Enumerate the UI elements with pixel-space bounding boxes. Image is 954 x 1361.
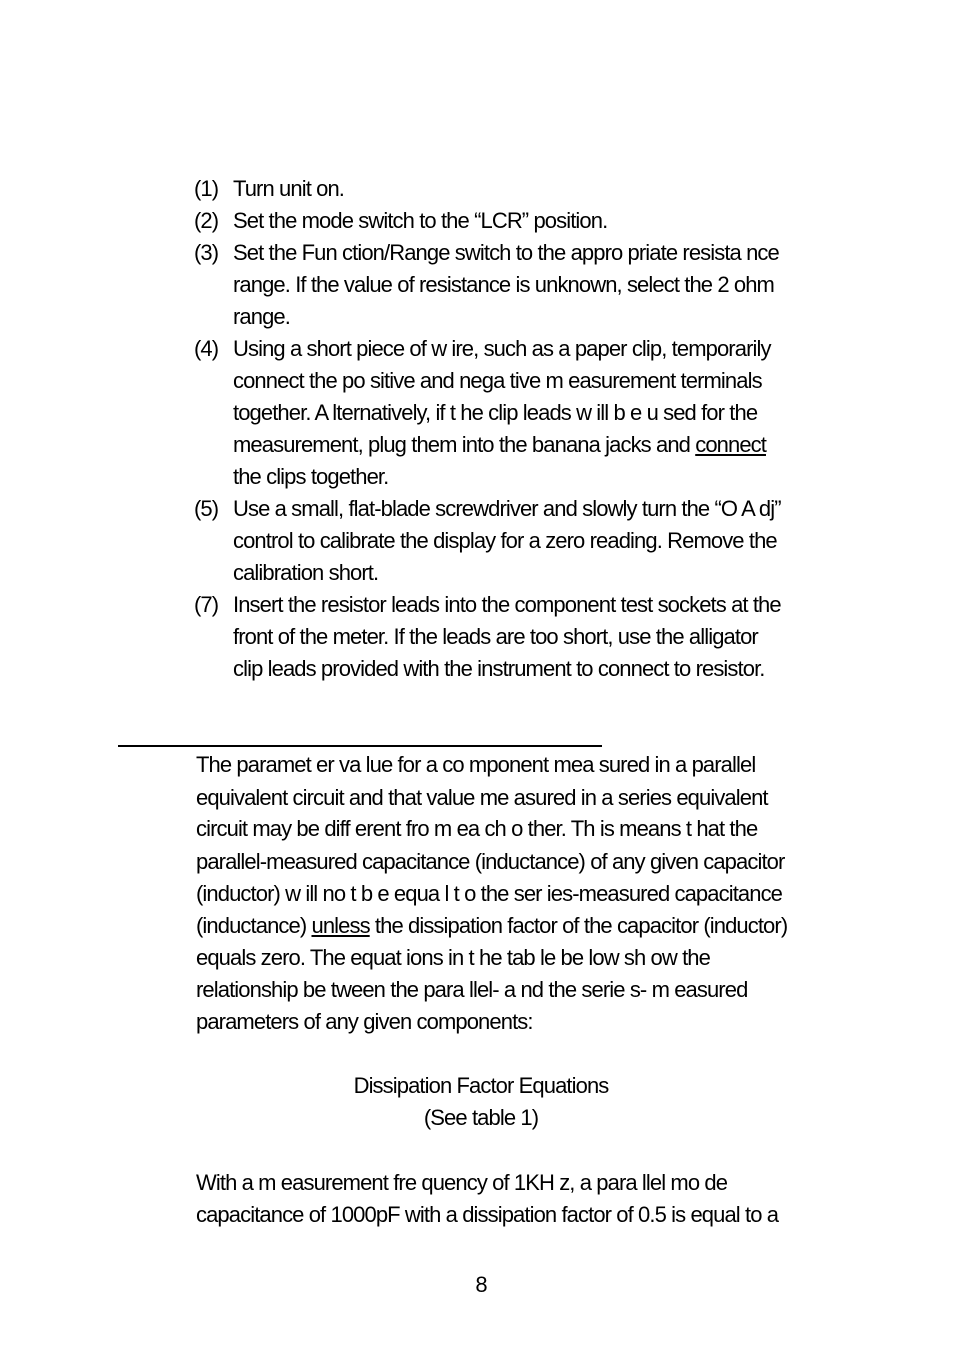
step-text: calibration short.	[233, 560, 379, 585]
step-text-line	[233, 432, 766, 458]
step-text: control to calibrate the display for a zero reading. Remove the	[233, 528, 777, 553]
paragraph-line: The paramet er va lue for a co mponent mea sured in a parallel	[196, 752, 756, 777]
step-text: together. A lternatively, if t he clip leads w ill b e u sed for the	[233, 400, 758, 425]
paragraph-line: (inductor) w ill no t b e equa l t o the ser ies-measured capacitance	[196, 881, 783, 906]
step-text: Set the mode switch to the “LCR” position.	[233, 208, 608, 233]
step-number: (7)	[194, 592, 219, 617]
step-text: Set the Fun ction/Range switch to the appro priate resista nce	[233, 240, 779, 265]
paragraph-line-with-underline	[196, 913, 787, 939]
step-text: range.	[233, 304, 290, 329]
step-number: (4)	[194, 336, 219, 361]
step-text: Turn unit on.	[233, 176, 344, 201]
step-number: (1)	[194, 176, 219, 201]
step-text: the clips together.	[233, 464, 389, 489]
equations-heading: Dissipation Factor Equations	[353, 1073, 609, 1098]
step-text: Use a small, flat-blade screwdriver and slowly turn the “O A dj”	[233, 496, 781, 521]
step-number: (3)	[194, 240, 219, 265]
step-text: front of the meter. If the leads are too short, use the alligator	[233, 624, 758, 649]
paragraph-line: With a m easurement fre quency of 1KH z, a para llel mo de	[196, 1170, 728, 1195]
step-text: measurement, plug them into the banana jacks and	[233, 432, 696, 457]
step-text: Using a short piece of w ire, such as a paper clip, temporarily	[233, 336, 771, 361]
underlined-word: connect	[695, 432, 766, 457]
paragraph-line: capacitance of 1000pF with a dissipation factor of 0.5 is equal to a	[196, 1202, 779, 1227]
step-text: connect the po sitive and nega tive m easurement terminals	[233, 368, 762, 393]
paragraph-text: (inductance)	[196, 913, 312, 938]
paragraph-line: relationship be tween the para llel- a nd the serie s- m easured	[196, 977, 748, 1002]
page-number: 8	[475, 1272, 487, 1297]
step-number: (5)	[194, 496, 219, 521]
paragraph-line: parameters of any given components:	[196, 1009, 533, 1034]
paragraph-text: the dissipation factor of the capacitor (inductor)	[369, 913, 788, 938]
paragraph-line: parallel-measured capacitance (inductance) of any given capacitor	[196, 849, 785, 874]
paragraph-line: equals zero. The equat ions in t he tab le be low sh ow the	[196, 945, 710, 970]
paragraph-line: equivalent circuit and that value me asured in a series equivalent	[196, 785, 768, 810]
paragraph-line: circuit may be diff erent fro m ea ch o ther. Th is means t hat the	[196, 816, 758, 841]
equations-table-reference: (See table 1)	[423, 1105, 539, 1130]
section-divider	[118, 745, 602, 747]
step-text: clip leads provided with the instrument to connect to resistor.	[233, 656, 765, 681]
step-text: Insert the resistor leads into the component test sockets at the	[233, 592, 781, 617]
step-text: range. If the value of resistance is unknown, select the 2 ohm	[233, 272, 774, 297]
underlined-word: unless	[311, 913, 370, 938]
step-number: (2)	[194, 208, 219, 233]
